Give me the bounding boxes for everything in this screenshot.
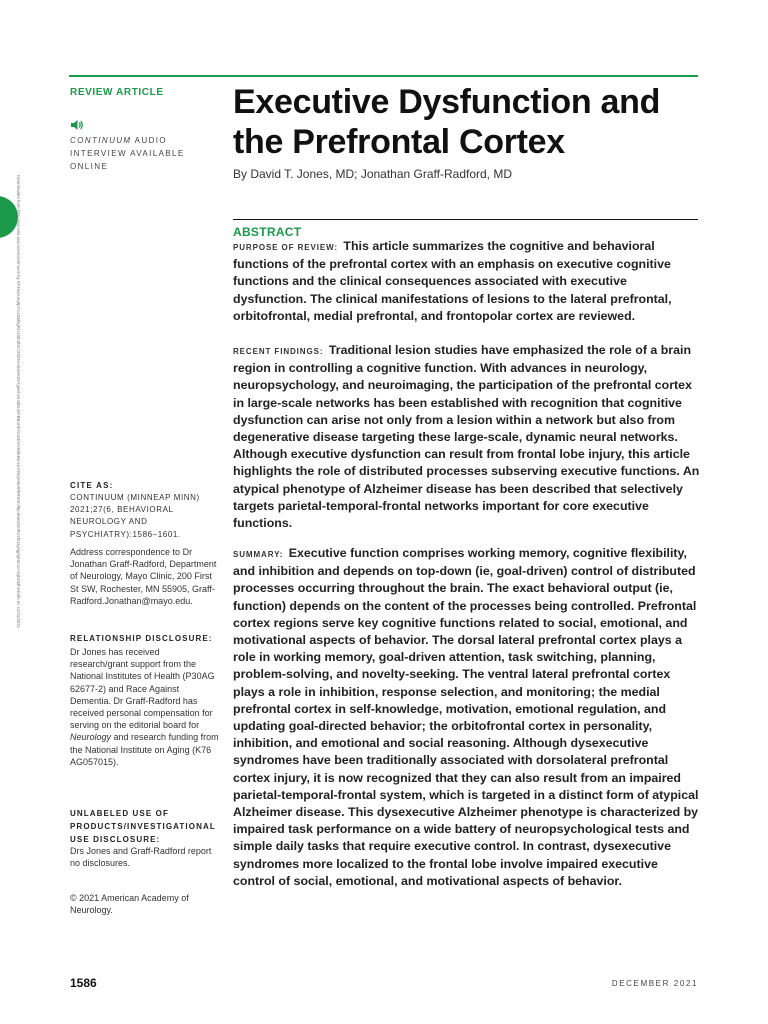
article-title: Executive Dysfunction and the Prefrontal Cortex	[233, 83, 661, 161]
unlabeled-use-disclosure: Drs Jones and Graff-Radford report no disclosures.	[70, 846, 212, 869]
copyright-notice: © 2021 American Academy of Neurology.	[70, 893, 189, 916]
relationship-disclosure	[70, 646, 220, 768]
purpose-text: This article summarizes the cognitive and behavioral functions of the prefrontal cortex with an emphasis on executive cognitive functions and the clinical consequences associated with executive dysfunction. The clinical manifestations of lesions to the lateral prefrontal, orbitofrontal, medial prefrontal, and frontopolar cortex are reviewed.	[233, 239, 672, 323]
abstract-heading: ABSTRACT	[233, 225, 302, 239]
section-label: REVIEW ARTICLE	[70, 87, 164, 98]
header-rule	[69, 75, 698, 77]
correspondence-address: Address correspondence to Dr Jonathan Graff-Radford, Department of Neurology, Mayo Clinic, 200 First St SW, Rochester, MN 55905, Graff-Radford.Jonathan@mayo.edu.	[70, 547, 217, 606]
cite-label: CITE AS:	[70, 481, 114, 490]
abstract-summary	[233, 545, 701, 890]
relationship-text-pre: Dr Jones has received research/grant support from the National Institutes of Health (P30AG 62677-2) and Race Against Dementia. Dr Graff-Radford has received personal compensation for serving on the editorial board for	[70, 647, 215, 731]
speaker-icon[interactable]	[70, 119, 84, 131]
purpose-label: PURPOSE OF REVIEW:	[233, 243, 338, 252]
unlabeled-use-label: UNLABELED USE OF PRODUCTS/INVESTIGATIONAL USE DISCLOSURE:	[70, 809, 216, 844]
issue-date: DECEMBER 2021	[611, 979, 698, 988]
citation: CONTINUUM (MINNEAP MINN) 2021;27(6, BEHAVIORAL NEUROLOGY AND PSYCHIATRY):1586–1601.	[70, 493, 200, 539]
abstract-rule	[233, 219, 698, 220]
download-strip	[9, 175, 29, 815]
author-line: By David T. Jones, MD; Jonathan Graff-Radford, MD	[233, 167, 513, 181]
download-strip-text: Downloaded from http://journals.lww.com/continuum by hP4lwzUrq9pYV4ZBf5gRrvLl0hdfxk7ZdZH/Ab4ereZ9YgeehJxI4d8U2iFBBaHh/XuGEHV09ik84ncoYdKqHIdcRlRR2Hn/f8pJeWxK8JRvYbUzy0gpqE0c3vAOjbOMhHK6fo on 12/15/2021	[16, 175, 21, 629]
audio-note-text: AUDIO INTERVIEW AVAILABLE ONLINE	[70, 136, 185, 171]
summary-text: Executive function comprises working memory, cognitive flexibility, and inhibition and depends on top-down (ie, goal-driven) control of distributed processes occurring throughout the brain. The exact behavioral output (ie, function) depends on the content of the processes being controlled. Prefrontal cortex regions serve key cognitive functions related to social, emotional, and motivational aspects of behavior. The dorsal lateral prefrontal cortex plays a role in working memory, goal-driven attention, task switching, planning, problem-solving, and novelty-seeking. The ventral lateral prefrontal cortex plays a role in inhibition, response selection, and monitoring; the medial prefrontal cortex in self-knowledge, motivation, emotional regulation, and updating goal-directed behavior; the orbitofrontal cortex in personality, inhibition, and emotional and social reasoning. Although dysexecutive syndromes have been traditionally associated with dorsolateral prefrontal cortex injury, it is now recognized that they can also result from an impaired parietal-temporal-frontal system, which is targeted in a distinct form of atypical Alzheimer disease. This dysexecutive Alzheimer phenotype is characterized by impaired task performance on a wide battery of neuropsychological tests and simple daily tasks that require executive control. In contrast, dysexecutive syndromes more localized to the frontal lobe involve impaired executive control of social, emotional, and motivational aspects of behavior.	[233, 546, 699, 888]
summary-label: SUMMARY:	[233, 550, 284, 559]
journal-name: Neurology	[70, 732, 112, 743]
findings-label: RECENT FINDINGS:	[233, 347, 324, 356]
relationship-disclosure-label: RELATIONSHIP DISCLOSURE:	[70, 634, 213, 643]
findings-text: Traditional lesion studies have emphasized the role of a brain region in controlling a cognitive function. With advances in neurology, neuropsychology, and neuroimaging, the participation of the prefrontal cortex in large-scale networks has been established with recognition that cognitive dysfunction can arise not only from a lesion within a network but also from degenerative disease targeting these large-scale, dynamic neural networks. Although executive dysfunction can result from frontal lobe injury, this article highlights the role of distributed processes subserving executive functions. An atypical phenotype of Alzheimer disease has been described that selectively targets parietal-temporal-frontal networks important for core executive functions.	[233, 343, 700, 531]
relationship-text-post: and research funding from the National Institute on Aging (K76 AG057015).	[70, 732, 219, 767]
abstract-purpose	[233, 238, 701, 325]
audio-brand: CONTINUUM	[70, 136, 132, 145]
page-number: 1586	[70, 976, 97, 990]
abstract-findings	[233, 342, 701, 532]
audio-interview-note[interactable]	[70, 134, 210, 173]
